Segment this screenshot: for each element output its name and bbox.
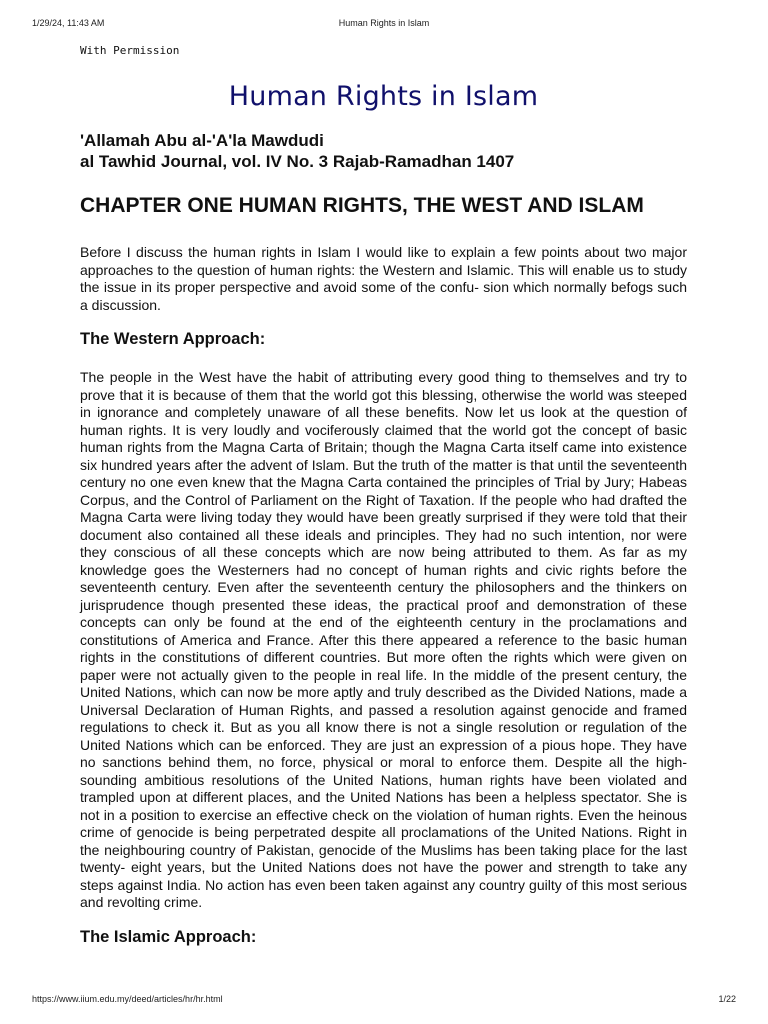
journal-citation: al Tawhid Journal, vol. IV No. 3 Rajab-Ramadhan 1407 [80,152,515,171]
print-header [32,18,736,32]
permission-note: With Permission [80,44,180,57]
islamic-approach-heading: The Islamic Approach: [80,927,257,946]
page-url: https://www.iium.edu.my/deed/articles/hr/hr.html [32,994,223,1004]
page-title: Human Rights in Islam [228,81,539,112]
page-number: 1/22 [718,994,736,1004]
print-timestamp: 1/29/24, 11:43 AM [32,18,105,28]
document-body [80,44,687,967]
chapter-title: CHAPTER ONE HUMAN RIGHTS, THE WEST AND ISLAM [80,194,644,217]
print-page-title: Human Rights in Islam [338,18,430,28]
intro-paragraph: Before I discuss the human rights in Islam I would like to explain a few points about two major approaches to the question of human rights: the Western and Islamic. This will enable us to study the issue in its proper perspective and avoid some of the confu- sion which normally befogs such a discussion. [80,244,687,313]
print-footer [32,994,736,1008]
western-approach-heading: The Western Approach: [80,330,266,348]
byline [80,130,687,172]
author-name: 'Allamah Abu al-'A'la Mawdudi [80,131,324,150]
western-approach-paragraph: The people in the West have the habit of attributing every good thing to themselves and try to prove that it is because of them that the world got this blessing, otherwise the world was steeped in ignorance and completely unaware of all these benefits. Now let us look at the question of human rights. It is very loudly and vociferously claimed that the world got the concept of basic human rights from the Magna Carta of Britain; though the Magna Carta itself came into existence six hundred years after the advent of Islam. But the truth of the matter is that until the seventeenth century no one even knew that the Magna Carta contained the principles of Trial by Jury; Habeas Corpus, and the Control of Parliament on the Right of Taxation. If the people who had drafted the Magna Carta were living today they would have been greatly surprised if they were told that their document also contained all these ideals and principles. They had no such intention, nor were they conscious of all these concepts which are now being attributed to them. As far as my knowledge goes the Westerners had no concept of human rights and civic rights before the seventeenth century. Even after the seventeenth century the philosophers and the thinkers on jurisprudence though presented these ideas, the practical proof and demonstration of these concepts can only be found at the end of the eighteenth century in the proclamations and constitutions of America and France. After this there appeared a reference to the basic human rights in the constitutions of different countries. But more often the rights which were given on paper were not actually given to the people in real life. In the middle of the present century, the United Nations, which can now be more aptly and truly described as the Divided Nations, made a Universal Declaration of Human Rights, and passed a resolution against genocide and framed regulations to check it. But as you all know there is not a single resolution or regulation of the United Nations which can be enforced. They are just an expression of a pious hope. They have no sanctions behind them, no force, physical or moral to enforce them. Despite all the high-sounding ambitious resolutions of the United Nations, human rights have been violated and trampled upon at different places, and the United Nations has been a helpless spectator. She is not in a position to exercise an effective check on the violation of human rights. Even the heinous crime of genocide is being perpetrated despite all proclamations of the United Nations. Right in the neighbouring country of Pakistan, genocide of the Muslims has been taking place for the last twenty- eight years, but the United Nations does not have the power and strength to take any steps against India. No action has even been taken against any country guilty of this most serious and revolting crime. [80,369,687,910]
